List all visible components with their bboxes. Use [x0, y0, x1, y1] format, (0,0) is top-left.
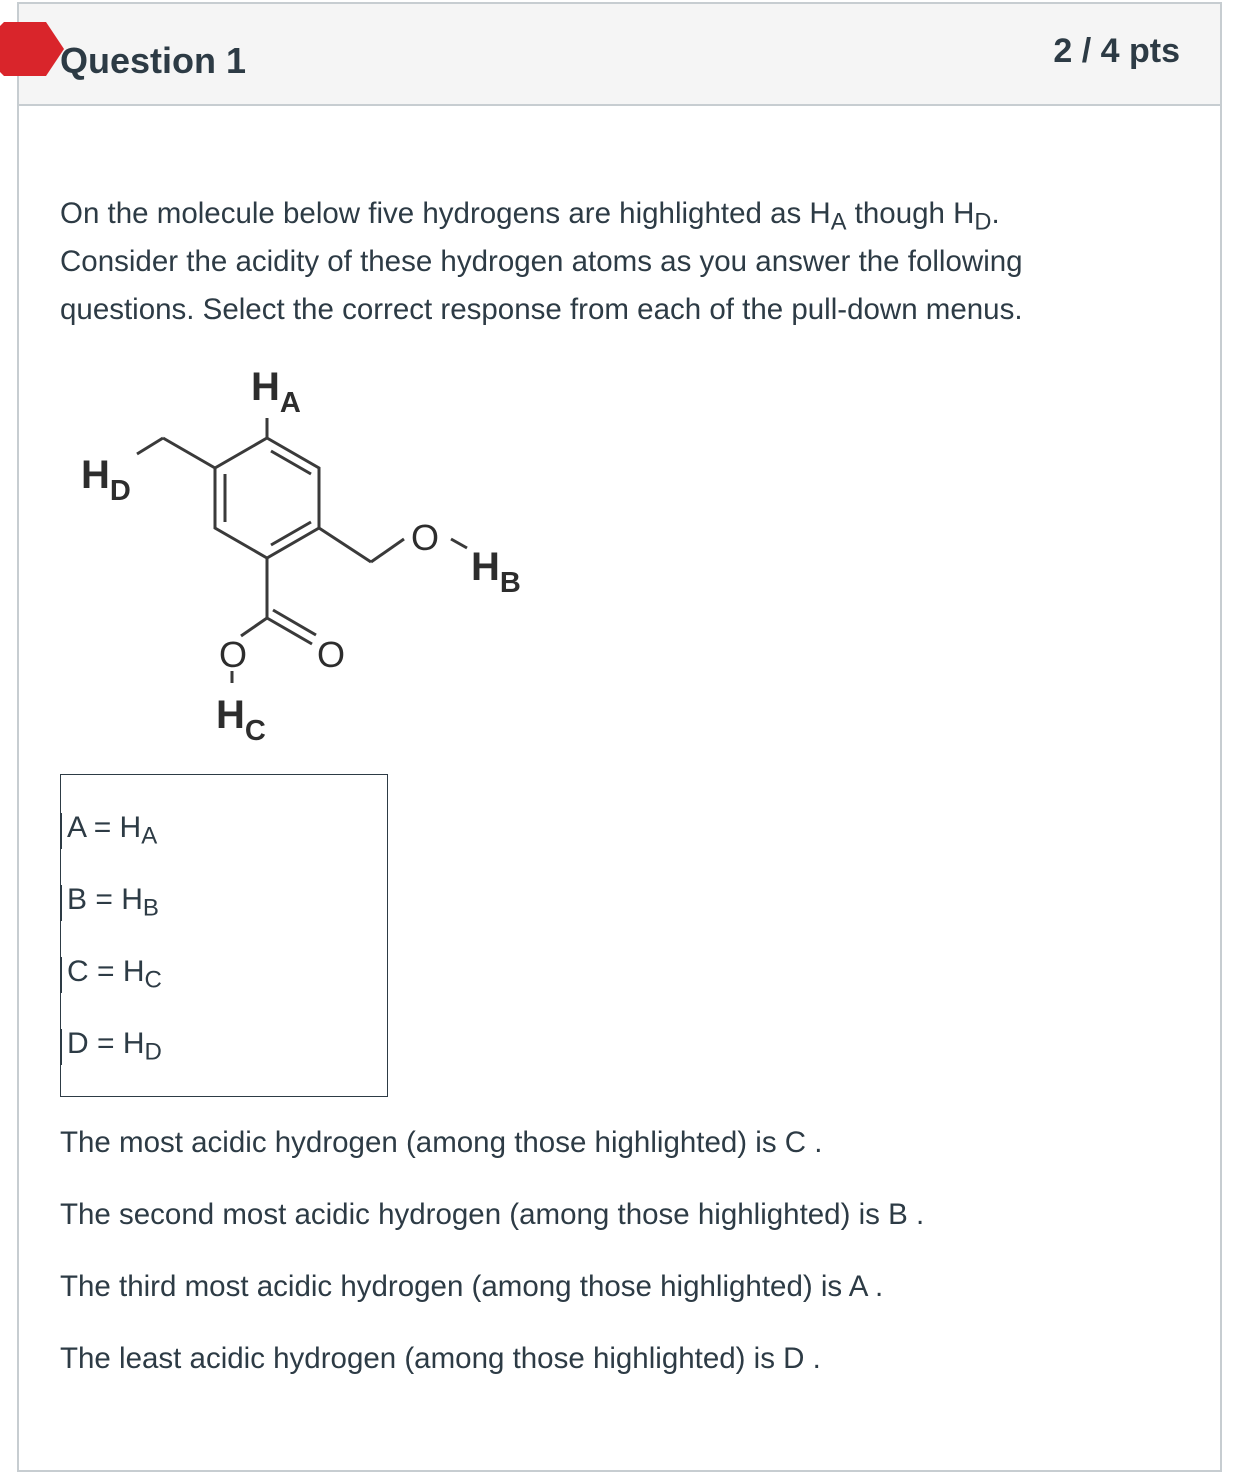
label-o-carbonyl: O [317, 634, 346, 675]
legend-item-c: $C = H_C$ [67, 955, 162, 995]
bond-ch2-o-b [371, 539, 404, 562]
answer-most-acidic: The most acidic hydrogen (among those highlighted) is C . [60, 1126, 823, 1159]
prompt-line-3: questions. Select the correct response from each of the pull-down menus. [60, 293, 1023, 326]
legend-item-d: $D = H_D$ [67, 1027, 162, 1067]
prompt-text-3: . [991, 197, 1000, 230]
prompt-subscript-d: D [974, 209, 992, 236]
ring-double-bond-2 [271, 451, 311, 474]
answer-select-most-acidic[interactable]: C [784, 1126, 807, 1159]
question-points: 2 / 4 pts [1053, 32, 1180, 70]
question-card [17, 2, 1222, 1472]
prompt-text-2: though H [846, 197, 975, 230]
question-header [19, 4, 1220, 106]
answer-select-third-acidic[interactable]: A [848, 1270, 867, 1303]
molecule-structure [59, 356, 559, 756]
prompt-subscript-a: A [830, 209, 847, 236]
label-ha: $H_A$ [251, 365, 301, 419]
answer-second-acidic: The second most acidic hydrogen (among those highlighted) is B . [60, 1198, 925, 1231]
label-o-b: O [411, 517, 440, 558]
bond-ch3-hd [137, 438, 163, 454]
bond-carbonyl-o-2 [273, 610, 316, 635]
label-hc: $H_C$ [216, 693, 266, 747]
incorrect-flag-icon [0, 22, 66, 76]
legend-item-a: $A = H_A$ [67, 811, 157, 851]
answer-third-acidic: The third most acidic hydrogen (among those highlighted) is A . [60, 1270, 884, 1303]
bond-ring-ch2-b [319, 528, 371, 562]
prompt-text-1: On the molecule below five hydrogens are highlighted as H [60, 197, 831, 230]
bond-o-hb [451, 539, 467, 548]
ring-double-bond-3 [271, 522, 311, 545]
legend-box [60, 774, 388, 1097]
label-o-hydroxyl: O [219, 634, 248, 675]
question-prompt [60, 190, 1160, 334]
benzene-ring [215, 438, 319, 558]
bond-carbonyl-o-1 [267, 618, 312, 644]
answer-select-second-acidic[interactable]: B [888, 1198, 908, 1231]
legend-item-b: $B = H_B$ [67, 883, 159, 923]
bond-ring-ch2-d [163, 438, 215, 468]
answer-select-least-acidic[interactable]: D [783, 1342, 805, 1375]
answer-least-acidic: The least acidic hydrogen (among those highlighted) is D . [60, 1342, 821, 1375]
label-hd: $H_D$ [81, 453, 131, 507]
label-hb: $H_B$ [471, 545, 521, 599]
question-title: Question 1 [60, 40, 247, 81]
prompt-line-2: Consider the acidity of these hydrogen atoms as you answer the following [60, 245, 1023, 278]
